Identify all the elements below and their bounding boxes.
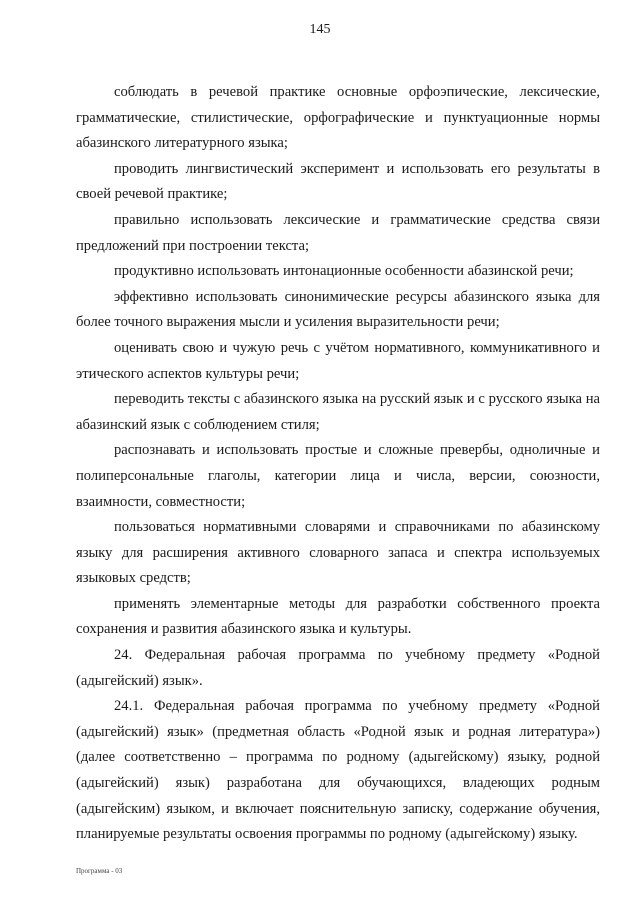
paragraph: распознавать и использовать простые и сложные превербы, одноличные и полиперсональные глаголы, категории лица и числа, версии, союзности, взаимности, совместности; xyxy=(76,442,600,510)
paragraph: переводить тексты с абазинского языка на русский язык и с русского языка на абазинский язык с соблюдением стиля; xyxy=(76,391,600,433)
paragraph: применять элементарные методы для разработки собственного проекта сохранения и развития абазинского языка и культуры. xyxy=(76,595,600,638)
paragraph: пользоваться нормативными словарями и справочниками по абазинскому языку для расширения активного словарного запаса и спектра используемых языковых средств; xyxy=(76,519,600,587)
paragraph: проводить лингвистический эксперимент и использовать его результаты в своей речевой практике; xyxy=(76,160,600,203)
paragraph: продуктивно использовать интонационные особенности абазинской речи; xyxy=(114,263,574,280)
document-body xyxy=(76,80,600,848)
footer-note: Программа - 03 xyxy=(76,867,123,875)
paragraph: эффективно использовать синонимические ресурсы абазинского языка для более точного выражения мысли и усиления выразительности речи; xyxy=(76,288,600,331)
section-heading: 24. Федеральная рабочая программа по учебному предмету «Родной (адыгейский) язык». xyxy=(76,647,600,689)
paragraph: 24.1. Федеральная рабочая программа по учебному предмету «Родной (адыгейский) язык» (предметная область «Родной язык и родная литература») (далее соответственно – программа по родному (адыгейскому) языку, родной (адыгейский) язык) разработана для обучающихся, владеющих родным (адыгейским) языком, и включает пояснительную записку, содержание обучения, планируемые результаты освоения программы по родному (адыгейскому) языку. xyxy=(76,698,600,843)
paragraph: соблюдать в речевой практике основные орфоэпические, лексические, грамматические, стилистические, орфографические и пунктуационные нормы абазинского литературного языка; xyxy=(76,84,600,152)
paragraph: правильно использовать лексические и грамматические средства связи предложений при построении текста; xyxy=(76,211,600,254)
page-number: 145 xyxy=(309,22,331,37)
paragraph: оценивать свою и чужую речь с учётом нормативного, коммуникативного и этического аспектов культуры речи; xyxy=(76,339,600,382)
